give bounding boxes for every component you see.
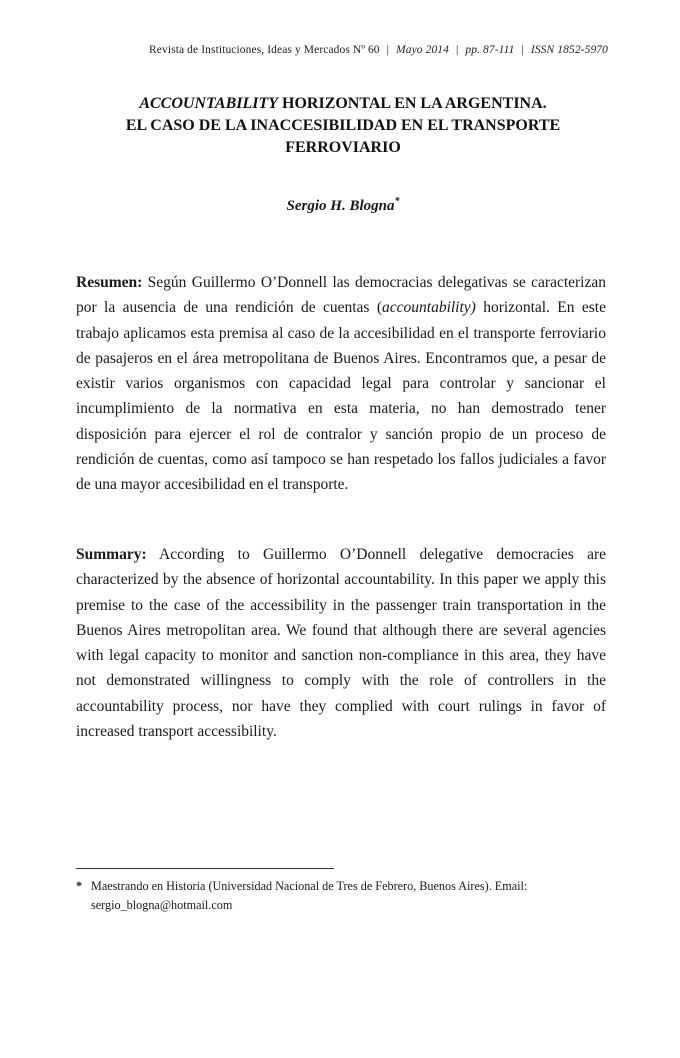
header-separator: |: [386, 44, 390, 56]
resumen-label: Resumen:: [76, 274, 143, 291]
resumen-text-before: Según Guillermo O’Donnell las democracias delegativas se caracterizan por la ausencia de una rendición de cuentas (: [76, 274, 606, 317]
resumen-paragraph: [76, 270, 606, 498]
title-italic-term: ACCOUNTABILITY: [139, 95, 279, 112]
title-line-2: EL CASO DE LA INACCESIBILIDAD EN EL TRANSPORTE: [125, 117, 561, 134]
summary-label: Summary:: [76, 546, 147, 563]
issn: ISSN 1852-5970: [530, 44, 608, 56]
footnote-divider: [76, 868, 334, 869]
footnote-mark: *: [76, 879, 83, 893]
header-separator: |: [456, 44, 459, 56]
author-name: Sergio H. Blogna: [286, 198, 395, 214]
resumen-text-after: horizontal. En este trabajo aplicamos esta premisa al caso de la accesibilidad en el transporte ferroviario de pasajeros en el área metropolitana de Buenos Aires. Encontramos que, a pesar de existir varios organismos con capacidad legal para controlar y sancionar el incumplimiento de la normativa en esta materia, no han demostrado tener disposición para ejercer el rol de contralor y sanción propio de un proceso de rendición de cuentas, como así tampoco se han respetado los fallos judiciales a favor de una mayor accesibilidad en el transporte.: [76, 299, 606, 494]
summary-paragraph: [76, 542, 606, 744]
author-line: [76, 196, 610, 215]
article-title: [76, 93, 610, 159]
author-footnote-mark: *: [394, 196, 400, 207]
title-line-1-rest: HORIZONTAL EN LA ARGENTINA.: [278, 95, 547, 112]
issue-date: Mayo 2014: [396, 44, 450, 56]
header-separator: |: [521, 44, 524, 56]
journal-name: Revista de Instituciones, Ideas y Mercados Nº 60: [149, 44, 380, 56]
page-range: pp. 87-111: [465, 44, 515, 56]
title-line-3: FERROVIARIO: [285, 139, 401, 156]
running-header: [149, 44, 608, 56]
footnote-text: Maestrando en Historia (Universidad Nacional de Tres de Febrero, Buenos Aires). Email: sergio_blogna@hotmail.com: [91, 879, 528, 912]
footnote: [76, 877, 606, 915]
title-line-1: [76, 93, 610, 115]
summary-text: According to Guillermo O’Donnell delegative democracies are characterized by the absence of horizontal accountability. In this paper we apply this premise to the case of the accessibility in the passenger train transportation in the Buenos Aires metropolitan area. We found that although there are several agencies with legal capacity to monitor and sanction non-compliance in this area, they have not demonstrated willingness to comply with the role of controllers in the accountability process, nor have they complied with court rulings in favor of increased transport accessibility.: [76, 546, 606, 741]
resumen-italic-term: accountability): [382, 299, 476, 317]
